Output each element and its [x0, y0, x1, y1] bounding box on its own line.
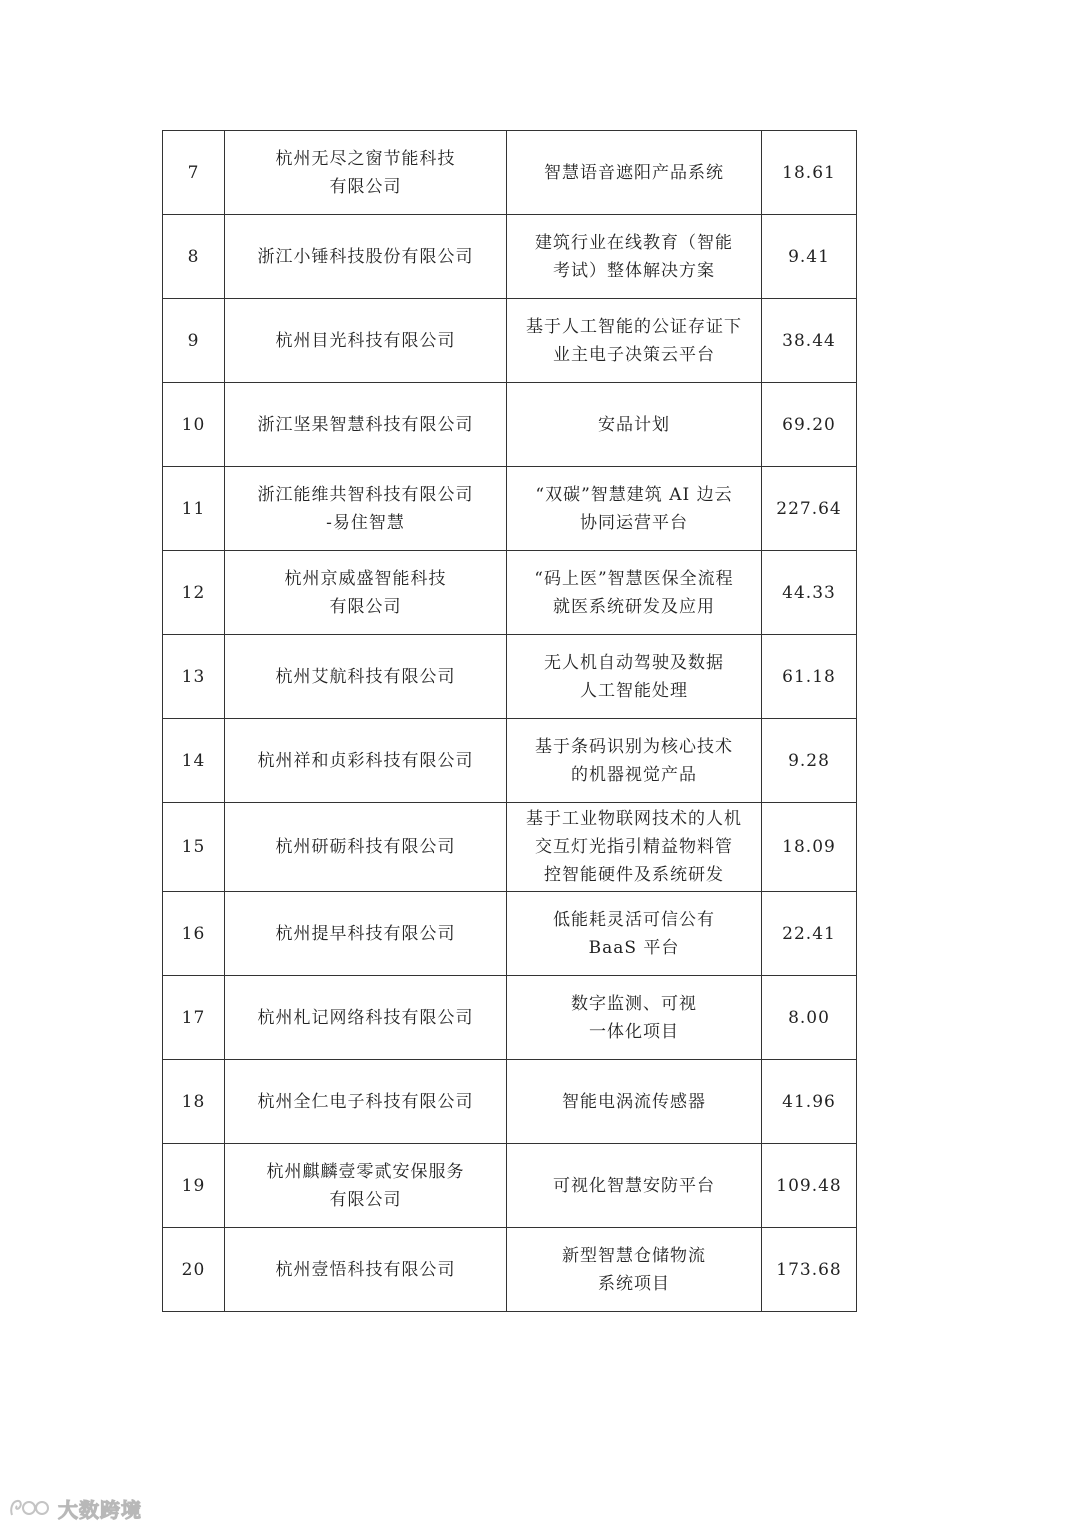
company-name-line: 杭州研砺科技有限公司 — [275, 837, 456, 857]
row-number: 19 — [181, 1175, 206, 1196]
project-name-line: 考试）整体解决方案 — [553, 260, 715, 281]
project-name-line: 控智能硬件及系统研发 — [544, 865, 724, 885]
amount-value: 22.41 — [782, 923, 836, 944]
company-cell — [225, 976, 507, 1060]
table-row — [163, 299, 857, 383]
table-row — [163, 719, 857, 803]
amount-value: 9.28 — [788, 750, 830, 771]
company-cell — [225, 467, 507, 551]
row-number: 17 — [181, 1007, 206, 1028]
company-cell — [225, 1144, 507, 1228]
project-cell — [507, 299, 762, 383]
project-cell — [507, 892, 762, 976]
project-cell — [507, 719, 762, 803]
project-name-line: 建筑行业在线教育（智能 — [535, 232, 733, 253]
project-name-line: 基于工业物联网技术的人机 — [526, 809, 742, 829]
company-name-line: 杭州提早科技有限公司 — [275, 923, 456, 944]
company-name-line: 浙江能维共智科技有限公司 — [257, 484, 474, 505]
row-number-cell — [163, 1228, 225, 1312]
project-cell — [507, 803, 762, 892]
amount-cell — [762, 551, 857, 635]
amount-cell — [762, 976, 857, 1060]
row-number: 13 — [181, 666, 206, 687]
row-number-cell — [163, 976, 225, 1060]
row-number-cell — [163, 131, 225, 215]
table-row — [163, 215, 857, 299]
row-number: 16 — [181, 923, 206, 944]
amount-value: 173.68 — [776, 1259, 842, 1280]
project-cell — [507, 215, 762, 299]
row-number: 15 — [181, 837, 206, 857]
amount-value: 109.48 — [776, 1175, 842, 1196]
row-number: 12 — [181, 582, 206, 603]
amount-cell — [762, 803, 857, 892]
project-name-line: 智能电涡流传感器 — [562, 1091, 706, 1112]
amount-cell — [762, 1060, 857, 1144]
table-row — [163, 1060, 857, 1144]
project-name-line: 交互灯光指引精益物料管 — [535, 837, 733, 857]
project-name-line: 的机器视觉产品 — [571, 764, 697, 785]
project-name-line: “码上医”智慧医保全流程 — [534, 568, 734, 589]
company-name-line: 杭州祥和贞彩科技有限公司 — [257, 750, 474, 771]
project-name-line: BaaS 平台 — [588, 937, 680, 958]
row-number-cell — [163, 551, 225, 635]
amount-cell — [762, 467, 857, 551]
watermark — [8, 1494, 142, 1522]
row-number-cell — [163, 299, 225, 383]
row-number-cell — [163, 383, 225, 467]
row-number: 9 — [187, 330, 200, 351]
company-cell — [225, 551, 507, 635]
table-row — [163, 551, 857, 635]
row-number-cell — [163, 215, 225, 299]
project-name-line: 基于人工智能的公证存证下 — [526, 316, 742, 337]
project-cell — [507, 131, 762, 215]
project-name-line: 基于条码识别为核心技术 — [535, 736, 733, 757]
table-body — [163, 131, 857, 1312]
project-cell — [507, 976, 762, 1060]
company-cell — [225, 131, 507, 215]
amount-value: 61.18 — [782, 666, 836, 687]
row-number: 11 — [181, 498, 206, 519]
table-row — [163, 803, 857, 892]
amount-value: 227.64 — [776, 498, 842, 519]
watermark-text: 大数跨境 — [58, 1497, 142, 1522]
company-cell — [225, 892, 507, 976]
project-name-line: 低能耗灵活可信公有 — [553, 909, 715, 930]
da-shu-kua-jing-logo-icon — [8, 1497, 52, 1519]
amount-cell — [762, 719, 857, 803]
table-row — [163, 892, 857, 976]
amount-cell — [762, 215, 857, 299]
project-name-line: 可视化智慧安防平台 — [553, 1175, 715, 1196]
row-number: 8 — [187, 246, 200, 267]
row-number-cell — [163, 803, 225, 892]
company-cell — [225, 803, 507, 892]
row-number-cell — [163, 635, 225, 719]
company-cell — [225, 383, 507, 467]
company-name-line: -易住智慧 — [326, 512, 405, 533]
amount-cell — [762, 299, 857, 383]
row-number: 7 — [187, 162, 200, 183]
company-name-line: 杭州麒麟壹零贰安保服务 — [266, 1161, 465, 1182]
row-number-cell — [163, 892, 225, 976]
table-row — [163, 383, 857, 467]
project-cell — [507, 1144, 762, 1228]
company-name-line: 有限公司 — [329, 596, 402, 617]
project-name-line: 无人机自动驾驶及数据 — [544, 652, 724, 673]
table-row — [163, 1228, 857, 1312]
amount-cell — [762, 131, 857, 215]
amount-cell — [762, 1228, 857, 1312]
amount-cell — [762, 1144, 857, 1228]
project-name-line: 业主电子决策云平台 — [553, 344, 715, 365]
project-cell — [507, 383, 762, 467]
amount-value: 18.09 — [782, 837, 836, 857]
project-cell — [507, 467, 762, 551]
row-number-cell — [163, 719, 225, 803]
amount-value: 41.96 — [782, 1091, 836, 1112]
amount-value: 8.00 — [788, 1007, 830, 1028]
amount-cell — [762, 383, 857, 467]
company-cell — [225, 1060, 507, 1144]
project-name-line: “双碳”智慧建筑 AI 边云 — [535, 484, 733, 505]
company-name-line: 杭州全仁电子科技有限公司 — [257, 1091, 474, 1112]
project-name-line: 人工智能处理 — [580, 680, 688, 701]
project-name-line: 新型智慧仓储物流 — [562, 1245, 706, 1266]
project-name-line: 数字监测、可视 — [571, 993, 697, 1014]
project-cell — [507, 1228, 762, 1312]
row-number-cell — [163, 1144, 225, 1228]
row-number-cell — [163, 1060, 225, 1144]
row-number: 10 — [181, 414, 206, 435]
company-name-line: 有限公司 — [329, 176, 402, 197]
company-cell — [225, 215, 507, 299]
company-name-line: 杭州艾航科技有限公司 — [275, 666, 456, 687]
row-number: 20 — [181, 1259, 206, 1280]
amount-cell — [762, 892, 857, 976]
table-row — [163, 467, 857, 551]
amount-value: 44.33 — [782, 582, 836, 603]
project-name-line: 协同运营平台 — [580, 512, 688, 533]
amount-value: 69.20 — [782, 414, 836, 435]
company-name-line: 杭州壹悟科技有限公司 — [275, 1259, 456, 1280]
project-name-line: 一体化项目 — [589, 1021, 679, 1042]
table-row — [163, 131, 857, 215]
row-number: 18 — [181, 1091, 206, 1112]
company-name-line: 有限公司 — [329, 1189, 402, 1210]
company-name-line: 浙江坚果智慧科技有限公司 — [257, 414, 474, 435]
amount-value: 9.41 — [788, 246, 830, 267]
company-name-line: 杭州无尽之窗节能科技 — [275, 148, 456, 169]
project-name-line: 安品计划 — [598, 414, 670, 435]
row-number-cell — [163, 467, 225, 551]
company-cell — [225, 1228, 507, 1312]
amount-value: 38.44 — [782, 330, 836, 351]
project-name-line: 系统项目 — [598, 1273, 670, 1294]
company-cell — [225, 635, 507, 719]
company-cell — [225, 719, 507, 803]
table-row — [163, 1144, 857, 1228]
project-name-line: 智慧语音遮阳产品系统 — [544, 162, 724, 183]
amount-value: 18.61 — [782, 162, 836, 183]
company-name-line: 杭州京威盛智能科技 — [284, 568, 447, 589]
project-name-line: 就医系统研发及应用 — [553, 596, 715, 617]
project-cell — [507, 551, 762, 635]
company-name-line: 杭州札记网络科技有限公司 — [257, 1007, 474, 1028]
project-cell — [507, 635, 762, 719]
table-row — [163, 635, 857, 719]
table-row — [163, 976, 857, 1060]
company-name-line: 杭州目光科技有限公司 — [275, 330, 456, 351]
amount-cell — [762, 635, 857, 719]
company-name-line: 浙江小锤科技股份有限公司 — [257, 246, 474, 267]
project-table — [162, 130, 857, 1312]
row-number: 14 — [181, 750, 206, 771]
project-cell — [507, 1060, 762, 1144]
company-cell — [225, 299, 507, 383]
